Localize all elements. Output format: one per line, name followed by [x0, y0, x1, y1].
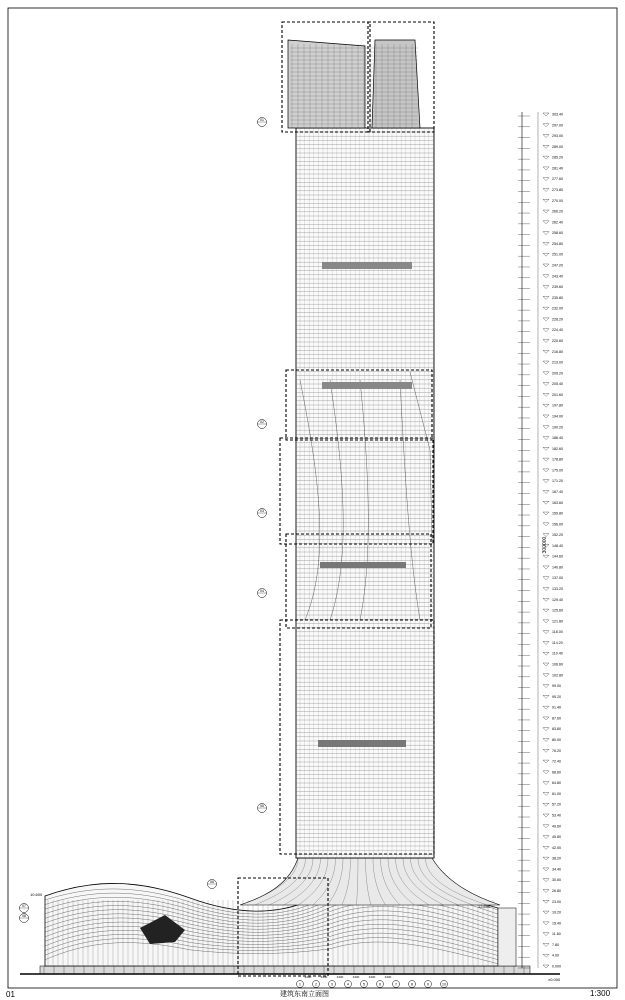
floor-level-label: 42.00	[552, 845, 561, 850]
floor-level-label: 235.80	[552, 295, 563, 300]
grid-axis-label: 1	[299, 982, 301, 987]
floor-level-label: 262.40	[552, 220, 563, 225]
bay-dimension: 3400	[352, 975, 360, 979]
floor-level-label: 7.80	[552, 942, 559, 947]
ground-base	[20, 966, 560, 974]
floor-level-label: 303.40	[552, 112, 563, 117]
refuge-floor-band	[320, 562, 406, 568]
floor-level-label: 140.80	[552, 565, 563, 570]
floor-level-label: 156.00	[552, 522, 563, 527]
refuge-floor-band	[322, 382, 412, 389]
total-height-dim: 300000	[542, 536, 548, 554]
grid-axis-label: 6	[379, 982, 381, 987]
floor-level-label: 247.20	[552, 263, 563, 268]
floor-level-label: 205.40	[552, 382, 563, 387]
detail-callout-label: 05	[260, 804, 264, 809]
floor-level-label: 76.20	[552, 748, 561, 753]
floor-level-label: 270.00	[552, 198, 563, 203]
floor-level-label: 45.80	[552, 835, 561, 840]
floor-level-label: 83.80	[552, 727, 561, 732]
floor-level-label: 30.60	[552, 878, 561, 883]
bay-dimension: 3400	[368, 975, 376, 979]
floor-level-label: 281.40	[552, 166, 563, 171]
floor-level-label: 273.80	[552, 187, 563, 192]
detail-callout-label: 06	[210, 880, 214, 885]
detail-callout-label: 01	[260, 118, 264, 123]
tower-base-level: 12.600	[478, 904, 491, 909]
grid-axis-label: 9	[427, 982, 429, 987]
floor-level-label: 72.40	[552, 759, 561, 764]
floor-level-label: 148.40	[552, 543, 563, 548]
floor-level-label: 15.40	[552, 921, 561, 926]
floor-level-label: 159.80	[552, 511, 563, 516]
floor-level-label: 213.00	[552, 360, 563, 365]
floor-level-label: 254.80	[552, 241, 563, 246]
floor-level-label: 4.00	[552, 953, 559, 958]
floor-level-label: 194.00	[552, 414, 563, 419]
detail-callout-label: 02	[260, 420, 264, 425]
floor-level-label: 171.20	[552, 479, 563, 484]
floor-level-label: 133.20	[552, 587, 563, 592]
floor-level-label: 197.80	[552, 403, 563, 408]
floor-level-label: 163.60	[552, 500, 563, 505]
floor-level-label: 57.20	[552, 802, 561, 807]
grid-axis-label: 10	[442, 982, 446, 987]
floor-level-label: 209.20	[552, 371, 563, 376]
floor-level-label: 11.60	[552, 932, 561, 937]
level-ladder	[518, 112, 538, 968]
floor-level-label: 0.000	[552, 964, 561, 969]
grid-axes	[297, 975, 448, 988]
grid-axis-label: 4	[347, 982, 349, 987]
floor-level-label: 152.20	[552, 533, 563, 538]
floor-level-label: 80.00	[552, 738, 561, 743]
bay-dimension: 3400	[320, 975, 328, 979]
ground-level: ±0.000	[548, 977, 561, 982]
grid-axis-label: 2	[315, 982, 317, 987]
floor-level-label: 266.20	[552, 209, 563, 214]
floor-level-label: 232.00	[552, 306, 563, 311]
bay-dimension: 3400	[336, 975, 344, 979]
floor-level-label: 228.20	[552, 317, 563, 322]
floor-level-label: 186.40	[552, 436, 563, 441]
floor-level-label: 285.20	[552, 155, 563, 160]
floor-level-label: 68.60	[552, 770, 561, 775]
floor-level-label: 201.60	[552, 392, 563, 397]
floor-level-label: 64.80	[552, 781, 561, 786]
floor-level-label: 216.80	[552, 349, 563, 354]
floor-level-label: 34.40	[552, 867, 561, 872]
floor-level-label: 289.00	[552, 144, 563, 149]
floor-level-label: 26.80	[552, 889, 561, 894]
detail-callout-label: 08	[22, 914, 26, 919]
floor-level-label: 87.60	[552, 716, 561, 721]
floor-level-label: 297.00	[552, 123, 563, 128]
detail-callout-label: 03	[260, 509, 264, 514]
detail-callout-label: 04	[260, 589, 264, 594]
floor-level-label: 293.00	[552, 134, 563, 139]
detail-callout-label: 07	[22, 904, 26, 909]
refuge-floor-band	[322, 262, 412, 269]
floor-level-label: 243.40	[552, 274, 563, 279]
floor-level-label: 53.40	[552, 813, 561, 818]
floor-level-label: 49.60	[552, 824, 561, 829]
floor-level-label: 178.80	[552, 457, 563, 462]
floor-level-label: 251.00	[552, 252, 563, 257]
floor-level-label: 190.20	[552, 425, 563, 430]
floor-level-label: 106.60	[552, 662, 563, 667]
floor-level-label: 224.40	[552, 328, 563, 333]
floor-level-label: 175.00	[552, 468, 563, 473]
floor-level-label: 121.80	[552, 619, 563, 624]
floor-level-label: 110.40	[552, 651, 563, 656]
sheet-number: 01	[6, 990, 15, 999]
floor-level-label: 95.20	[552, 694, 561, 699]
floor-level-label: 144.60	[552, 554, 563, 559]
floor-level-label: 182.60	[552, 446, 563, 451]
floor-level-label: 277.60	[552, 177, 563, 182]
grid-axis-label: 8	[411, 982, 413, 987]
floor-level-label: 114.20	[552, 640, 563, 645]
floor-level-label: 220.60	[552, 338, 563, 343]
floor-level-label: 38.20	[552, 856, 561, 861]
floor-level-label: 129.40	[552, 597, 563, 602]
refuge-floor-band	[318, 740, 406, 747]
tower-shaft	[296, 128, 434, 858]
floor-level-label: 137.00	[552, 576, 563, 581]
floor-level-label: 125.60	[552, 608, 563, 613]
floor-level-label: 19.20	[552, 910, 561, 915]
grid-axis-label: 3	[331, 982, 333, 987]
drawing-title: 建筑东南立面图	[280, 991, 329, 998]
podium-roof-level: 10.600	[30, 892, 43, 897]
bay-dimension: 3400	[304, 975, 312, 979]
floor-level-label: 167.40	[552, 489, 563, 494]
grid-axis-label: 5	[363, 982, 365, 987]
floor-level-label: 91.40	[552, 705, 561, 710]
bay-dimension: 3400	[384, 975, 392, 979]
floor-level-label: 102.80	[552, 673, 563, 678]
detail-callouts	[20, 118, 267, 923]
floor-level-label: 23.00	[552, 899, 561, 904]
floor-level-label: 99.00	[552, 684, 561, 689]
floor-level-label: 118.00	[552, 630, 563, 635]
floor-level-label: 239.60	[552, 285, 563, 290]
grid-axis-label: 7	[395, 982, 397, 987]
drawing-scale: 1:300	[590, 989, 611, 998]
tower-crown	[288, 40, 420, 128]
floor-level-label: 258.60	[552, 231, 563, 236]
floor-level-label: 61.00	[552, 791, 561, 796]
tower-base-flare	[240, 858, 500, 905]
